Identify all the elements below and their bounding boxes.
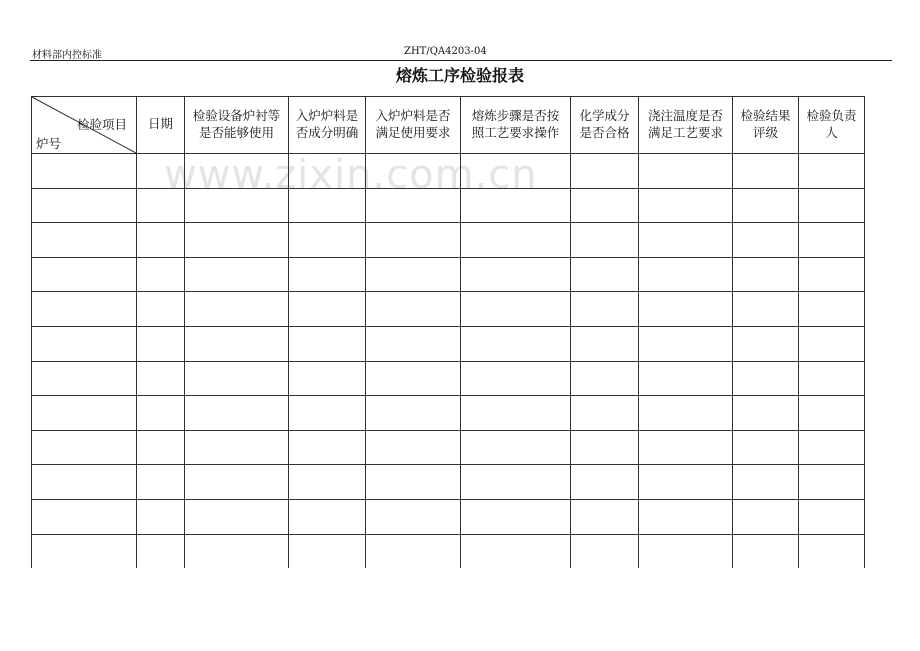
standard-label: 材料部内控标准: [32, 50, 102, 61]
table-grid: [31, 96, 865, 568]
column-header-line2: 否成分明确: [295, 125, 359, 140]
column-header-line1: 检验结果: [740, 108, 791, 123]
column-header-line1: 检验负责: [806, 108, 857, 123]
column-header-line1: 检验设备炉衬等: [192, 108, 281, 123]
column-header-line1: 入炉炉料是否: [375, 108, 451, 123]
column-header-line1: 浇注温度是否: [647, 108, 723, 123]
column-header-line2: 满足使用要求: [375, 125, 451, 140]
column-header-line2: 人: [825, 125, 838, 140]
column-header-charge-requirements: [366, 107, 460, 141]
document-code: ZHT/QA4203-04: [404, 46, 487, 57]
column-header-inspector: [799, 107, 864, 141]
column-header-line1: 日期: [147, 116, 173, 131]
column-header-line2: 满足工艺要求: [647, 125, 723, 140]
column-header-smelting-procedure: [461, 107, 570, 141]
corner-header-furnace-number: 炉号: [36, 136, 62, 151]
column-header-charge-composition: [289, 107, 365, 141]
column-header-chemical-composition: [571, 107, 638, 141]
column-header-line2: 是否能够使用: [198, 125, 274, 140]
column-header-line1: 熔炼步骤是否按: [471, 108, 560, 123]
column-header-result-grade: [733, 107, 798, 141]
watermark: www.zixin.com.cn: [164, 152, 538, 198]
column-header-equipment-lining: [185, 107, 288, 141]
column-header-line2: 照工艺要求操作: [471, 125, 560, 140]
header-divider: [30, 60, 892, 61]
corner-header-inspection-item: 检验项目: [77, 117, 128, 132]
column-header-line2: 是否合格: [579, 125, 630, 140]
column-header-line1: 化学成分: [579, 108, 630, 123]
inspection-table: [31, 96, 865, 568]
column-header-line2: 评级: [752, 125, 778, 140]
column-header-line1: 入炉炉料是: [295, 108, 359, 123]
report-title: 熔炼工序检验报表: [395, 66, 524, 85]
column-header-date: [137, 115, 184, 132]
column-header-pouring-temperature: [639, 107, 732, 141]
